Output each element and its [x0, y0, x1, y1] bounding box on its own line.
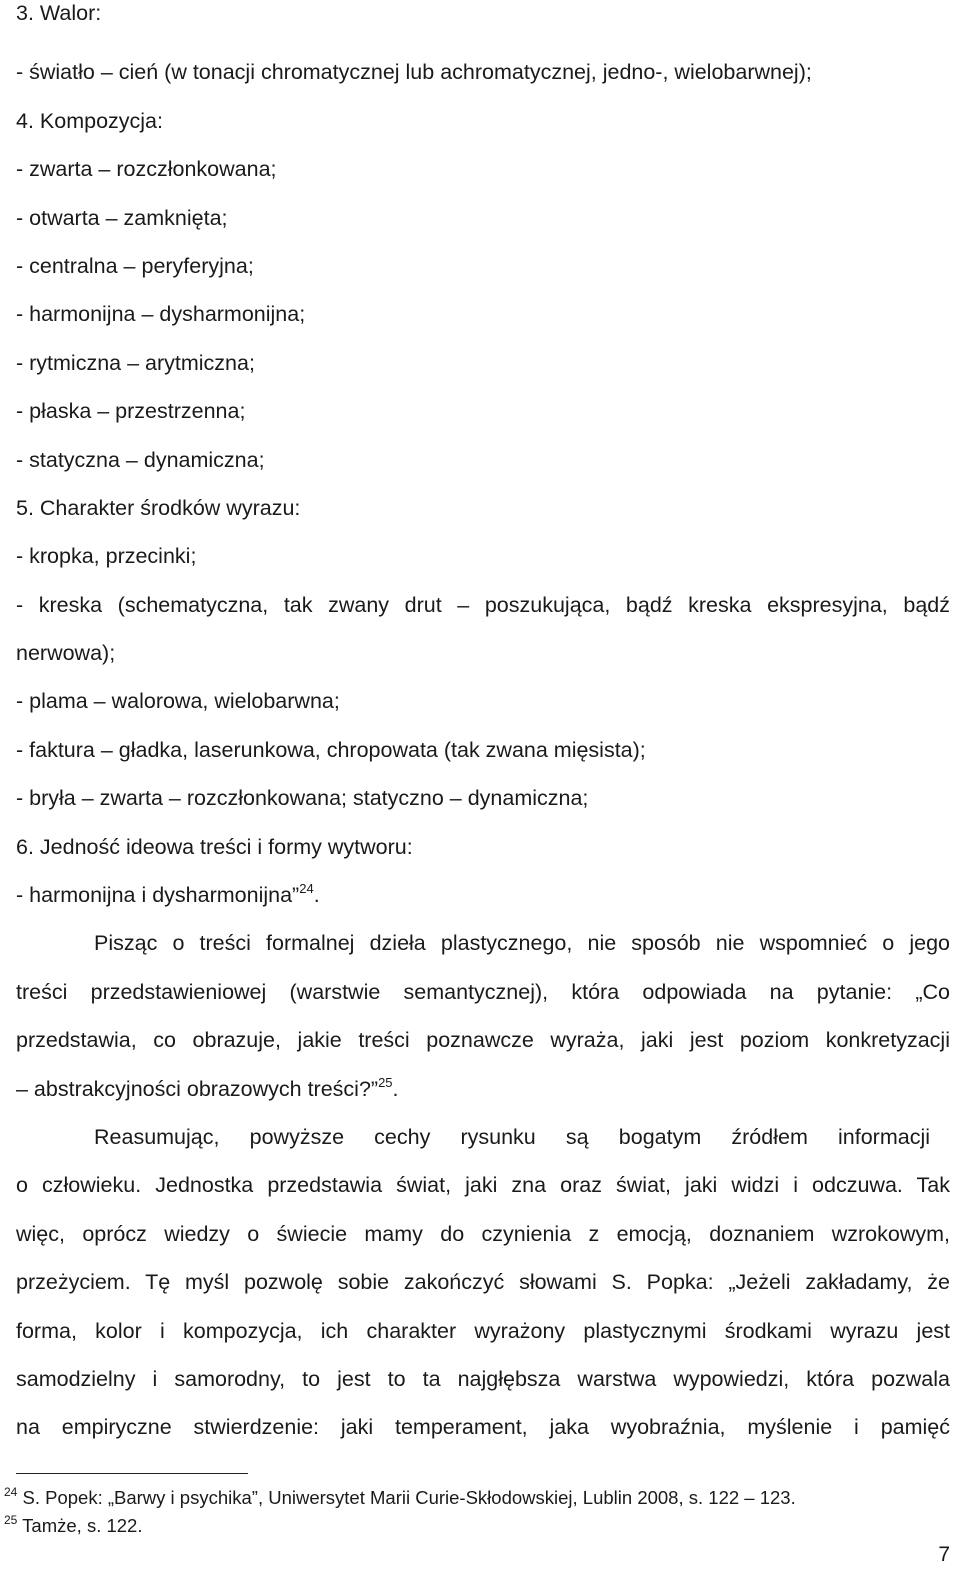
list-item: - kreska (schematyczna, tak zwany drut – poszukująca, bądź kreska ekspresyjna, bądź [16, 592, 950, 617]
paragraph-line: przedstawia, co obrazuje, jakie treści poznawcze wyraża, jaki jest poziom konkretyzacji [16, 1028, 950, 1053]
footnote-separator [16, 1473, 248, 1474]
list-item: - faktura – gładka, laserunkowa, chropowata (tak zwana mięsista); [16, 737, 646, 762]
list-item-continuation: nerwowa); [16, 641, 116, 666]
footnote-25 [4, 1512, 944, 1540]
list-item: - harmonijna – dysharmonijna; [16, 302, 306, 327]
footnote-ref-24[interactable]: 24 [299, 881, 314, 897]
list-item: - płaska – przestrzenna; [16, 399, 246, 424]
list-item: - bryła – zwarta – rozczłonkowana; statyczno – dynamiczna; [16, 786, 589, 811]
paragraph-line: przeżyciem. Tę myśl pozwolę sobie zakończyć słowami S. Popka: „Jeżeli zakładamy, że [16, 1270, 950, 1295]
punctuation: . [313, 883, 320, 908]
list-item-text: - harmonijna i dysharmonijna” [16, 883, 300, 908]
list-item: - otwarta – zamknięta; [16, 205, 228, 230]
list-item: - centralna – peryferyjna; [16, 253, 254, 278]
paragraph-line: forma, kolor i kompozycja, ich charakter wyrażony plastycznymi środkami wyrazu jest [16, 1318, 950, 1343]
list-item: - rytmiczna – arytmiczna; [16, 350, 255, 375]
list-item-footnoted [16, 871, 950, 919]
heading-kompozycja: 4. Kompozycja: [16, 108, 163, 133]
list-item: - plama – walorowa, wielobarwna; [16, 689, 340, 714]
paragraph-line-footnoted [16, 1065, 950, 1113]
heading-charakter: 5. Charakter środków wyrazu: [16, 495, 301, 520]
footnote-text: Tamże, s. 122. [22, 1515, 143, 1536]
paragraph-line: Reasumując, powyższe cechy rysunku są bogatym źródłem informacji [94, 1124, 930, 1149]
footnote-number: 25 [4, 1513, 18, 1527]
paragraph-line: Pisząc o treści formalnej dzieła plastycznego, nie sposób nie wspomnieć o jego [94, 931, 950, 956]
heading-walor: 3. Walor: [16, 1, 102, 25]
paragraph-line: treści przedstawieniowej (warstwie semantycznej), która odpowiada na pytanie: „Co [16, 979, 950, 1004]
paragraph-line: o człowieku. Jednostka przedstawia świat, jaki zna oraz świat, jaki widzi i odczuwa. Tak [16, 1173, 950, 1198]
footnote-ref-25[interactable]: 25 [378, 1074, 393, 1090]
punctuation: . [392, 1076, 399, 1101]
list-item: - kropka, przecinki; [16, 544, 197, 569]
page-body [16, 0, 950, 1452]
paragraph-line: samodzielny i samorodny, to jest to ta najgłębsza warstwa wypowiedzi, która pozwala [16, 1366, 950, 1391]
footnotes [4, 1484, 944, 1540]
heading-jednosc: 6. Jedność ideowa treści i formy wytworu: [16, 834, 413, 859]
paragraph-line: na empiryczne stwierdzenie: jaki temperament, jaka wyobraźnia, myślenie i pamięć [16, 1415, 950, 1440]
list-item: - światło – cień (w tonacji chromatycznej lub achromatycznej, jedno-, wielobarwnej); [16, 60, 812, 85]
paragraph-line: więc, oprócz wiedzy o świecie mamy do czynienia z emocją, doznaniem wzrokowym, [16, 1221, 950, 1246]
footnote-number: 24 [4, 1485, 18, 1499]
footnote-24 [4, 1484, 944, 1512]
list-item: - statyczna – dynamiczna; [16, 447, 265, 472]
footnote-text: S. Popek: „Barwy i psychika”, Uniwersytet Marii Curie-Skłodowskiej, Lublin 2008, s. 122 – 123. [22, 1487, 796, 1508]
paragraph-text: – abstrakcyjności obrazowych treści?” [16, 1076, 379, 1101]
list-item: - zwarta – rozczłonkowana; [16, 157, 277, 182]
page-number: 7 [938, 1543, 950, 1566]
